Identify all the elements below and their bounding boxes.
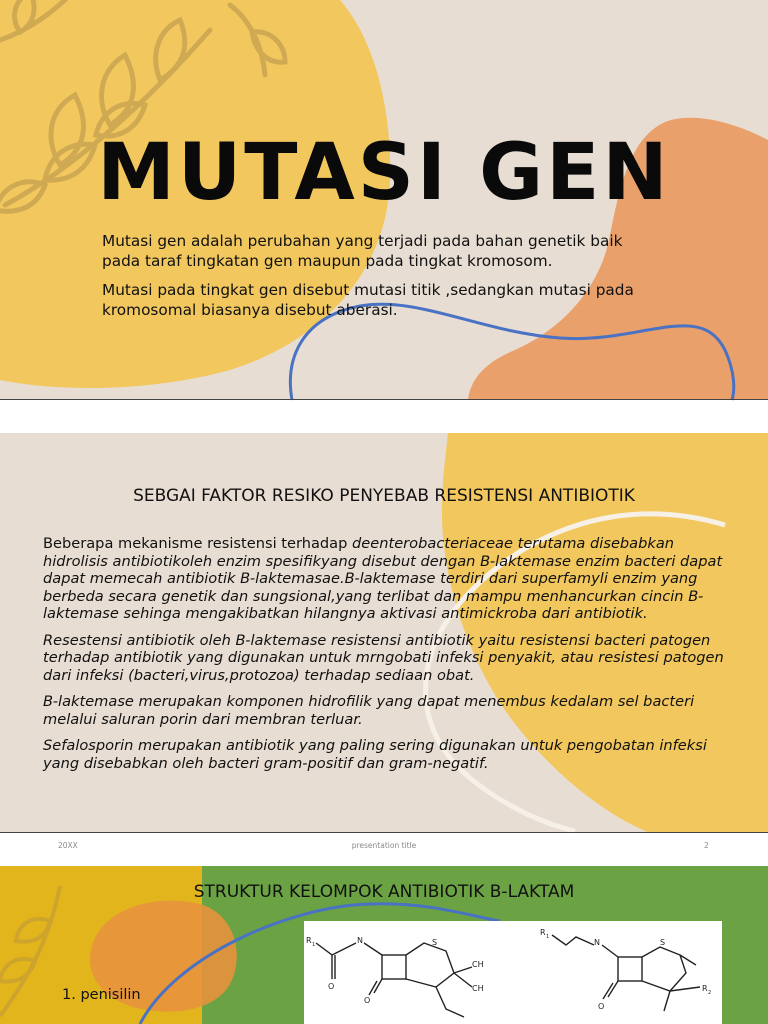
slide-3 [0, 866, 768, 1024]
footer-title: presentation title [351, 841, 417, 850]
body-paragraph-1-normal: Beberapa mekanisme resistensi terhadap [43, 535, 353, 552]
r2-subscript: 2 [708, 990, 712, 996]
n-label: N [357, 936, 363, 945]
body-paragraph-1 [43, 535, 733, 623]
penicillin-structure-diagram [304, 921, 722, 1024]
cephalosporin-structure [552, 935, 700, 1011]
body-paragraph-2 [43, 632, 733, 685]
n-label-2: N [594, 938, 600, 947]
s-label-2: S [660, 938, 666, 947]
slide-3-heading: STRUKTUR KELOMPOK ANTIBIOTIK B-LAKTAM [193, 882, 575, 902]
intro-paragraph-1: Mutasi gen adalah perubahan yang terjadi pada bahan genetik baik pada taraf tingkatan gen maupun pada tingkat kromosom. [102, 232, 623, 270]
footer-year: 20XX [58, 841, 78, 850]
list-item-penisilin: 1. penisilin [62, 987, 141, 1003]
ch3-label-2: CH [472, 984, 484, 993]
slide-1-bottom-line [0, 399, 768, 400]
body-paragraph-1-italic: deenterobacteriaceae terutama disebabkan hidrolisis antibiotikoleh enzim spesifikyang disebut dengan B-laktemase enzim bacteri dapat dapat memecah antibiotik B-laktemasae.B-laktemase terdiri dari superfamyli enzim yang berbeda secara genetik dan sungsional,yang terlibat dan mampu menhancurkan cincin B-laktemase sehinga mengakibatkan hilangnya aktivasi antimickroba dari antibiotik. [43, 535, 723, 622]
r1-subscript-2: 1 [546, 934, 550, 940]
slide-2 [0, 433, 768, 850]
slide-2-body [43, 535, 733, 781]
slide-title: MUTASI GEN [97, 128, 671, 218]
slide-2-heading: SEBGAI FAKTOR RESIKO PENYEBAB RESISTENSI ANTIBIOTIK [133, 486, 635, 506]
r1-label: R [306, 936, 312, 945]
slide-1 [0, 0, 768, 400]
body-paragraph-3 [43, 693, 733, 728]
body-paragraph-4-text: Sefalosporin merupakan antibiotik yang paling sering digunakan untuk pengobatan infeksi yang disebabkan oleh bacteri gram-positif dan gram-negatif. [43, 737, 707, 772]
body-paragraph-2-text: Resestensi antibiotik oleh B-laktemase resistensi antibiotik yaitu resistensi bacteri patogen terhadap antibiotik yang digunakan untuk mrngobati infeksi penyakit, atau resistesi patogen dari infeksi (bacteri,virus,protozoa) terhadap sediaan obat. [43, 631, 724, 684]
o-label-2: O [364, 996, 371, 1005]
intro-paragraph-2: Mutasi pada tingkat gen disebut mutasi titik ,sedangkan mutasi pada kromosomal biasanya disebut aberasi. [102, 281, 634, 319]
r1-subscript: 1 [312, 942, 316, 948]
o-label-3: O [598, 1002, 605, 1011]
body-paragraph-3-text: B-laktemase merupakan komponen hidrofilik yang dapat menembus kedalam sel bacteri melalui saluran porin dari membran terluar. [43, 693, 695, 728]
r1-label-2: R [540, 928, 546, 937]
slide-2-bottom-line [0, 832, 768, 833]
s-label: S [432, 938, 438, 947]
o-label-1: O [328, 982, 335, 991]
body-paragraph-4 [43, 737, 733, 772]
footer-page-number: 2 [704, 841, 709, 850]
r2-label: R [702, 984, 708, 993]
penicillin-structure [316, 943, 472, 1017]
ch3-label-1: CH [472, 960, 484, 969]
